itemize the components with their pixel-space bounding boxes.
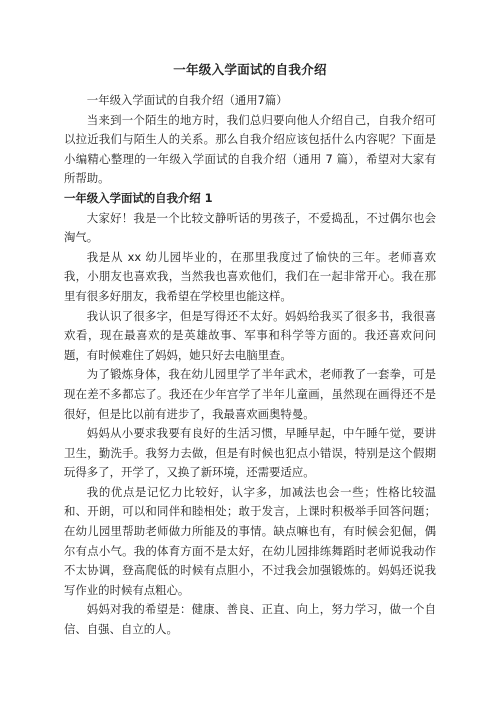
body-paragraph: 我的优点是记忆力比较好，认字多，加减法也会一些；性格比较温和、开朗，可以和同伴和睦相处；敢于发言，上课时积极举手回答问题；在幼儿园里帮助老师做力所能及的事情。缺点嘛也有，有时候会犯倔，偶尔有点小气。我的体育方面不是太好，在幼儿园排练舞蹈时老师说我动作不太协调，登高爬低的时候有点胆小，不过我会加强锻炼的。妈妈还说我写作业的时候有点粗心。 [64, 484, 436, 597]
section-heading: 一年级入学面试的自我介绍 1 [64, 190, 213, 205]
body-paragraph: 妈妈对我的希望是：健康、善良、正直、向上，努力学习，做一个自信、自强、自立的人。 [64, 602, 436, 637]
body-paragraph: 我认识了很多字，但是写得还不太好。妈妈给我买了很多书，我很喜欢看，现在最喜欢的是英雄故事、军事和科学等方面的。我还喜欢问问题，有时候难住了妈妈，她只好去电脑里查。 [64, 308, 436, 362]
document-title: 一年级入学面试的自我介绍 [173, 62, 327, 77]
body-paragraph: 大家好！我是一个比较文静听话的男孩子，不爱捣乱，不过偶尔也会淘气。 [64, 210, 436, 245]
body-paragraph: 妈妈从小要求我要有良好的生活习惯，早睡早起，中午睡午觉，要讲卫生，勤洗手。我努力去做，但是有时候也犯点小错误，特别是这个假期玩得多了，开学了，又换了新环境，还需要适应。 [64, 426, 436, 480]
body-paragraph: 为了锻炼身体，我在幼儿园里学了半年武术，老师教了一套拳，可是现在差不多都忘了。我还在少年宫学了半年儿童画，虽然现在画得还不是很好，但是比以前有进步了，我最喜欢画奥特曼。 [64, 367, 436, 421]
body-paragraph: 我是从 xx 幼儿园毕业的，在那里我度过了愉快的三年。老师喜欢我，小朋友也喜欢我，当然我也喜欢他们，我们在一起非常开心。我在那里有很多好朋友，我希望在学校里也能这样。 [64, 249, 436, 303]
document-subtitle: 一年级入学面试的自我介绍（通用7篇） [86, 93, 288, 107]
intro-paragraph: 当来到一个陌生的地方时，我们总归要向他人介绍自己，自我介绍可以拉近我们与陌生人的关系。那么自我介绍应该包括什么内容呢？下面是小编精心整理的一年级入学面试的自我介绍（通用 7 篇），希望对大家有所帮助。 [64, 112, 436, 186]
